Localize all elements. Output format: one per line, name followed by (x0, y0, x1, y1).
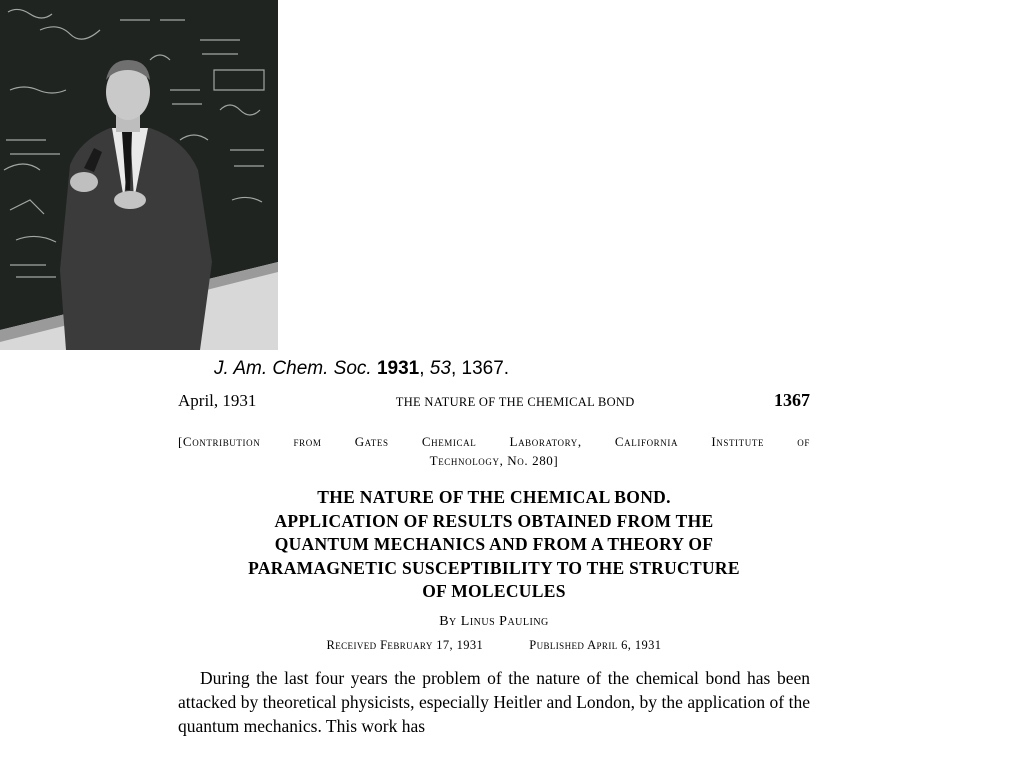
citation-journal: J. Am. Chem. Soc. (214, 358, 372, 379)
paper-scan (178, 390, 810, 738)
contribution-line-2: Technology, No. 280] (429, 453, 559, 468)
published-date: Published April 6, 1931 (529, 637, 662, 652)
title-line: OF MOLECULES (422, 581, 566, 601)
received-date: Received February 17, 1931 (326, 637, 484, 652)
title-line: APPLICATION OF RESULTS OBTAINED FROM THE (274, 510, 714, 531)
citation-volume: 53 (429, 358, 451, 379)
page-number: 1367 (773, 390, 810, 410)
author-byline: By Linus Pauling (439, 613, 549, 629)
citation-year: 1931 (376, 358, 420, 379)
paper-title (178, 486, 810, 604)
running-title: THE NATURE OF THE CHEMICAL BOND (395, 395, 635, 409)
title-line: THE NATURE OF THE CHEMICAL BOND. (317, 487, 671, 507)
body-paragraph: During the last four years the problem of the nature of the chemical bond has been attacked by theoretical physicists, especially Heitler and London, by the application of the quantum mechanics. This work has (178, 667, 810, 736)
citation-page: 1367. (461, 358, 510, 379)
page-header (178, 390, 810, 418)
header-date: April, 1931 (178, 391, 257, 410)
contribution-line-1: [Contribution from Gates Chemical Laboratory, California Institute of (178, 434, 810, 449)
title-line: QUANTUM MECHANICS AND FROM A THEORY OF (274, 534, 714, 554)
dates-row (178, 638, 810, 653)
scientist-at-blackboard-photo (0, 0, 278, 350)
journal-citation: J. Am. Chem. Soc. 1931, 53, 1367. (214, 358, 510, 379)
contribution-note (178, 432, 810, 470)
title-line: PARAMAGNETIC SUSCEPTIBILITY TO THE STRUCTURE (248, 557, 740, 578)
